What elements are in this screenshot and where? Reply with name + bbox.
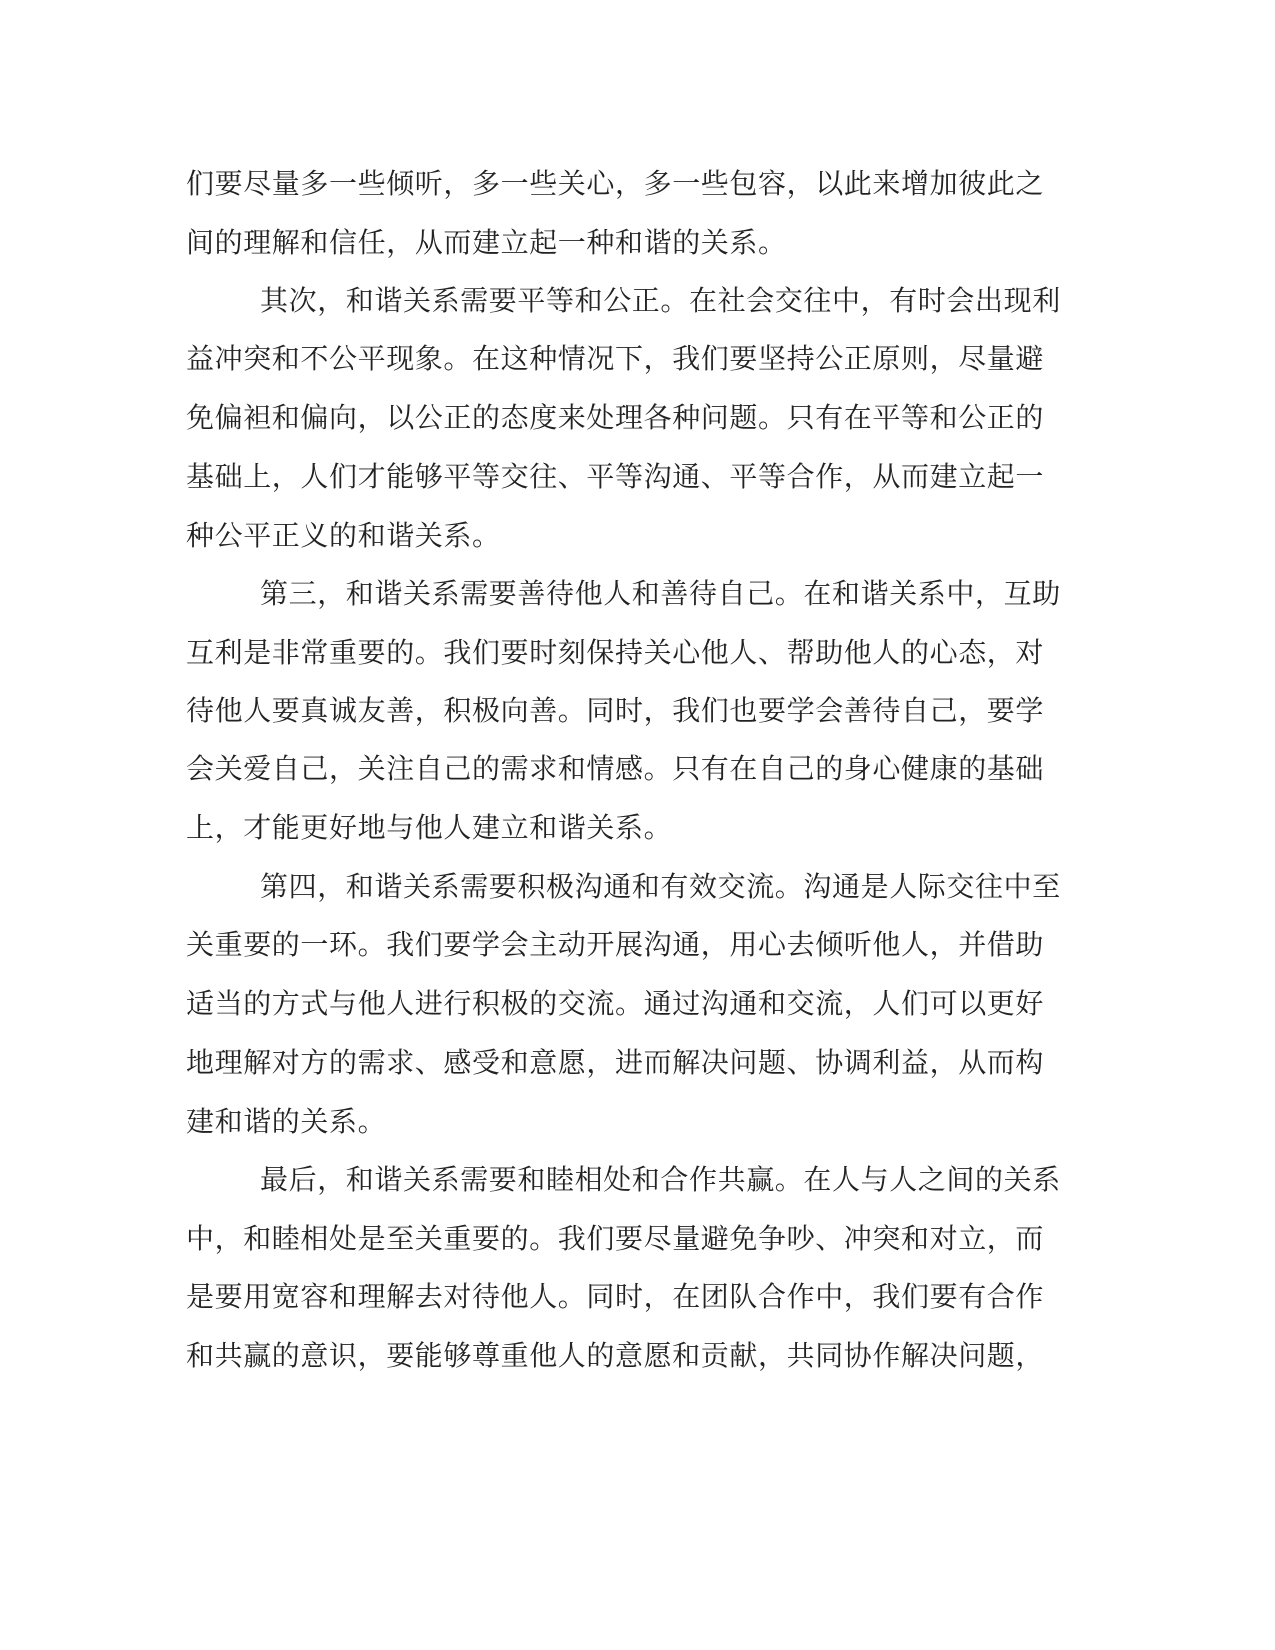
paragraph-first-line: 其次，和谐关系需要平等和公正。在社会交往中，有时会出现利 (260, 284, 1061, 317)
text-line: 基础上，人们才能够平等交往、平等沟通、平等合作，从而建立起一 (186, 460, 1045, 493)
text-line: 互利是非常重要的。我们要时刻保持关心他人、帮助他人的心态，对 (186, 636, 1045, 669)
text-line: 和共赢的意识，要能够尊重他人的意愿和贡献，共同协作解决问题， (186, 1339, 1045, 1372)
text-line: 们要尽量多一些倾听，多一些关心，多一些包容，以此来增加彼此之 (186, 167, 1045, 200)
text-line: 待他人要真诚友善，积极向善。同时，我们也要学会善待自己，要学 (186, 694, 1045, 727)
text-line: 适当的方式与他人进行积极的交流。通过沟通和交流，人们可以更好 (186, 987, 1045, 1020)
text-line: 上，才能更好地与他人建立和谐关系。 (186, 811, 673, 844)
text-line: 种公平正义的和谐关系。 (186, 519, 501, 552)
paragraph-first-line: 第四，和谐关系需要积极沟通和有效交流。沟通是人际交往中至 (260, 870, 1061, 903)
text-line: 建和谐的关系。 (186, 1105, 387, 1138)
text-line: 益冲突和不公平现象。在这种情况下，我们要坚持公正原则，尽量避 (186, 342, 1045, 375)
paragraph-first-line: 最后，和谐关系需要和睦相处和合作共赢。在人与人之间的关系 (260, 1163, 1061, 1196)
paragraph-first-line: 第三，和谐关系需要善待他人和善待自己。在和谐关系中，互助 (260, 577, 1061, 610)
text-line: 地理解对方的需求、感受和意愿，进而解决问题、协调利益，从而构 (186, 1046, 1045, 1079)
text-line: 免偏袒和偏向，以公正的态度来处理各种问题。只有在平等和公正的 (186, 401, 1045, 434)
text-line: 关重要的一环。我们要学会主动开展沟通，用心去倾听他人，并借助 (186, 928, 1045, 961)
text-line: 中，和睦相处是至关重要的。我们要尽量避免争吵、冲突和对立，而 (186, 1222, 1045, 1255)
text-line: 会关爱自己，关注自己的需求和情感。只有在自己的身心健康的基础 (186, 752, 1045, 785)
text-line: 是要用宽容和理解去对待他人。同时，在团队合作中，我们要有合作 (186, 1280, 1045, 1313)
text-line: 间的理解和信任，从而建立起一种和谐的关系。 (186, 226, 787, 259)
